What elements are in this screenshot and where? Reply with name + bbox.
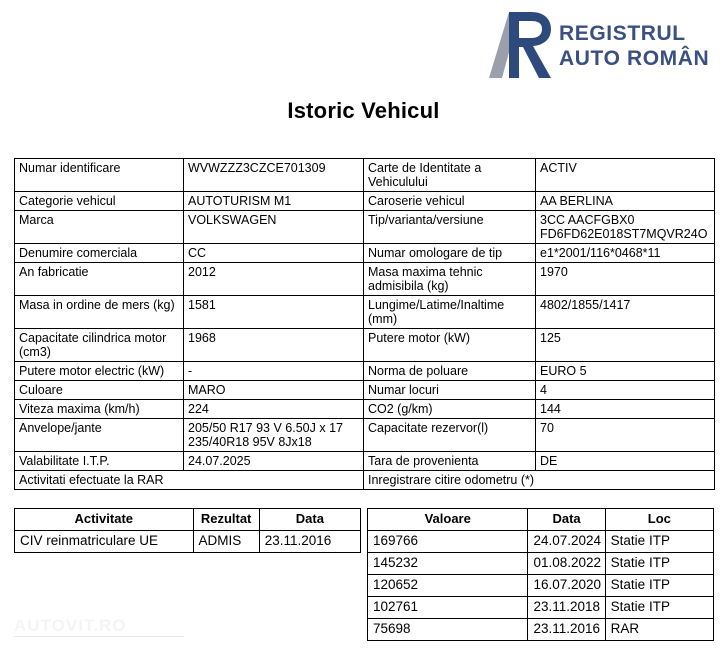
odometer-value: 120652: [368, 575, 528, 597]
spec-label: Lungime/Latime/Inaltime (mm): [364, 296, 536, 329]
table-row: [15, 263, 715, 296]
spec-label: Numar omologare de tip: [364, 244, 536, 263]
table-row: [368, 619, 714, 641]
spec-value: 1970: [536, 263, 715, 296]
odometer-location: Statie ITP: [605, 597, 713, 619]
vehicle-spec-body: [15, 159, 715, 490]
spec-label: Denumire comerciala: [15, 244, 184, 263]
spec-label: Carte de Identitate a Vehiculului: [364, 159, 536, 192]
table-row: [15, 159, 715, 192]
spec-label: CO2 (g/km): [364, 400, 536, 419]
spec-value: 24.07.2025: [184, 452, 364, 471]
spec-value: 144: [536, 400, 715, 419]
activities-section-title: Activitati efectuate la RAR: [15, 471, 364, 490]
odometer-date: 16.07.2020: [528, 575, 605, 597]
spec-label: Tara de provenienta: [364, 452, 536, 471]
rar-logo: [487, 8, 715, 86]
odometer-value: 75698: [368, 619, 528, 641]
table-row: [15, 452, 715, 471]
history-tables-area: [14, 508, 714, 641]
spec-value: AA BERLINA: [536, 192, 715, 211]
activity-date: 23.11.2016: [259, 531, 360, 553]
table-row: [368, 553, 714, 575]
spec-value: e1*2001/116*0468*11: [536, 244, 715, 263]
table-row: [15, 244, 715, 263]
spec-label: Masa maxima tehnic admisibila (kg): [364, 263, 536, 296]
spec-value: 4802/1855/1417: [536, 296, 715, 329]
spec-label: Numar locuri: [364, 381, 536, 400]
spec-label: Valabilitate I.T.P.: [15, 452, 184, 471]
spec-value: 1581: [184, 296, 364, 329]
spec-label: Capacitate cilindrica motor (cm3): [15, 329, 184, 362]
table-header-row: [15, 509, 361, 531]
odometer-location: Statie ITP: [605, 531, 713, 553]
spec-label: Categorie vehicul: [15, 192, 184, 211]
vehicle-spec-table: [14, 158, 715, 490]
table-row: [15, 192, 715, 211]
column-header-rezultat: Rezultat: [193, 509, 259, 531]
table-row: [15, 381, 715, 400]
spec-value: 70: [536, 419, 715, 452]
spec-value: EURO 5: [536, 362, 715, 381]
spec-value: ACTIV: [536, 159, 715, 192]
spec-value: 1968: [184, 329, 364, 362]
odometer-location: RAR: [605, 619, 713, 641]
rar-logo-line2: AUTO ROMÂN: [559, 47, 710, 70]
spec-value: 2012: [184, 263, 364, 296]
spec-label: Caroserie vehicul: [364, 192, 536, 211]
activity-result: ADMIS: [193, 531, 259, 553]
odometer-table: [367, 508, 714, 641]
spec-value: 4: [536, 381, 715, 400]
watermark-rule: [14, 636, 184, 637]
watermark-text: AUTOVIT.RO: [14, 616, 127, 635]
page-title: Istoric Vehicul: [287, 98, 440, 123]
spec-value: DE: [536, 452, 715, 471]
table-row: [15, 400, 715, 419]
table-row: [368, 597, 714, 619]
table-row: [15, 531, 361, 553]
column-header-data: Data: [259, 509, 360, 531]
spec-value: CC: [184, 244, 364, 263]
table-row: [368, 531, 714, 553]
spec-label: Marca: [15, 211, 184, 244]
odometer-table-body: [368, 531, 714, 641]
spec-label: Numar identificare: [15, 159, 184, 192]
column-header-valoare: Valoare: [368, 509, 528, 531]
rar-logo-line1: REGISTRUL: [559, 22, 686, 45]
activities-table-body: [15, 531, 361, 553]
spec-label: Masa in ordine de mers (kg): [15, 296, 184, 329]
activities-table-wrapper: [14, 508, 361, 553]
spec-value: AUTOTURISM M1: [184, 192, 364, 211]
odometer-location: Statie ITP: [605, 553, 713, 575]
table-row: [15, 211, 715, 244]
odometer-value: 169766: [368, 531, 528, 553]
table-row: [15, 362, 715, 381]
column-header-activitate: Activitate: [15, 509, 194, 531]
vehicle-spec-section: [14, 158, 714, 490]
table-row: [368, 575, 714, 597]
odometer-date: 23.11.2018: [528, 597, 605, 619]
spec-label: Capacitate rezervor(l): [364, 419, 536, 452]
odometer-value: 145232: [368, 553, 528, 575]
odometer-table-wrapper: [367, 508, 714, 641]
activities-table-head: [15, 509, 361, 531]
odometer-value: 102761: [368, 597, 528, 619]
table-header-row: [368, 509, 714, 531]
spec-label: Putere motor (kW): [364, 329, 536, 362]
table-row: [15, 329, 715, 362]
spec-label: Viteza maxima (km/h): [15, 400, 184, 419]
rar-logo-text: [559, 21, 709, 71]
spec-label: Putere motor electric (kW): [15, 362, 184, 381]
spec-value: MARO: [184, 381, 364, 400]
table-row: [15, 296, 715, 329]
odometer-date: 24.07.2024: [528, 531, 605, 553]
spec-label: Anvelope/jante: [15, 419, 184, 452]
activities-table: [14, 508, 361, 553]
spec-value: WVWZZZ3CZCE701309: [184, 159, 364, 192]
rar-logo-mark-icon: [487, 10, 555, 80]
column-header-loc: Loc: [605, 509, 713, 531]
spec-value: 125: [536, 329, 715, 362]
spec-value: 205/50 R17 93 V 6.50J x 17 235/40R18 95V 8Jx18: [184, 419, 364, 452]
spec-label: Culoare: [15, 381, 184, 400]
section-header-row: [15, 471, 715, 490]
spec-value: -: [184, 362, 364, 381]
spec-value: VOLKSWAGEN: [184, 211, 364, 244]
spec-label: Norma de poluare: [364, 362, 536, 381]
table-row: [15, 419, 715, 452]
spec-value: 224: [184, 400, 364, 419]
spec-label: Tip/varianta/versiune: [364, 211, 536, 244]
activity-name: CIV reinmatriculare UE: [15, 531, 194, 553]
spec-value: 3CC AACFGBX0 FD6FD62E018ST7MQVR24O: [536, 211, 715, 244]
spec-label: An fabricatie: [15, 263, 184, 296]
odometer-date: 01.08.2022: [528, 553, 605, 575]
odometer-table-head: [368, 509, 714, 531]
column-header-data: Data: [528, 509, 605, 531]
odometer-date: 23.11.2016: [528, 619, 605, 641]
odometer-section-title: Inregistrare citire odometru (*): [364, 471, 715, 490]
odometer-location: Statie ITP: [605, 575, 713, 597]
